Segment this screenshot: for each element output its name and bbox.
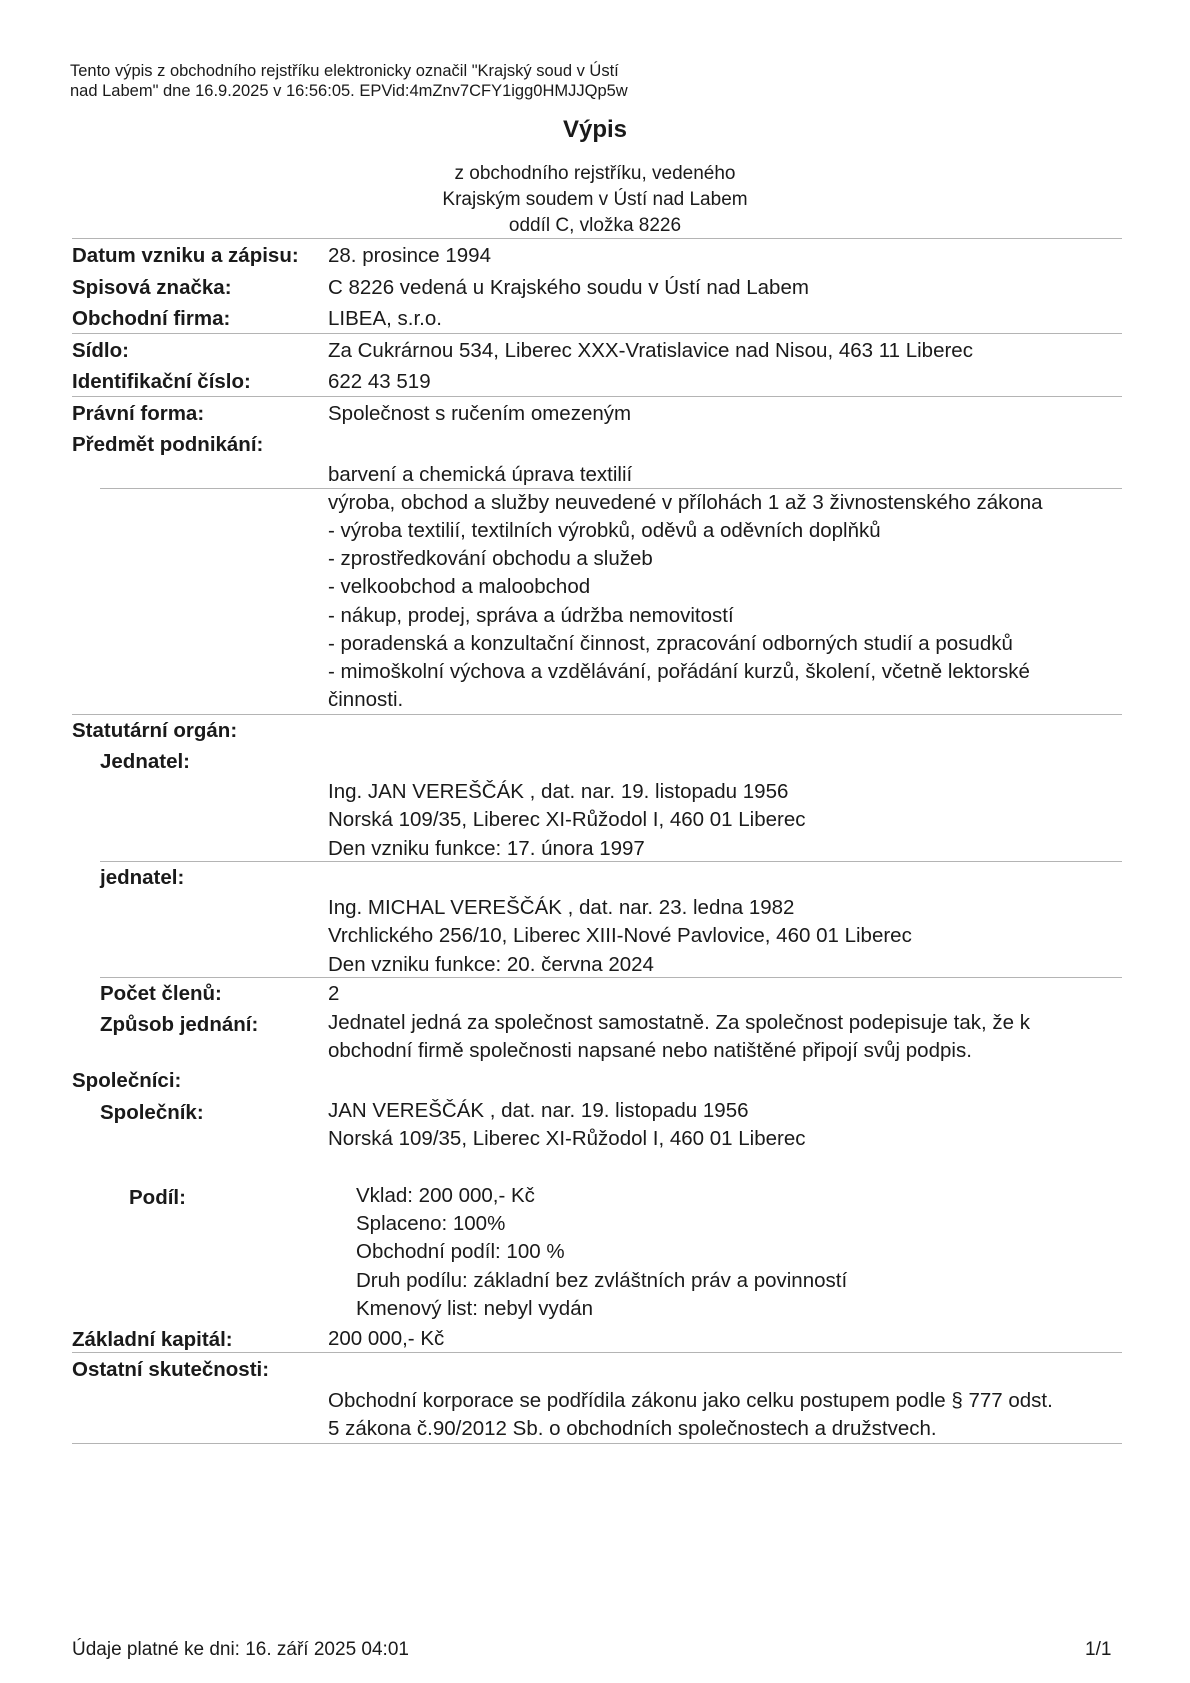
jednatel2-line: Ing. MICHAL VEREŠČÁK , dat. nar. 23. ledna 1982 <box>328 896 795 919</box>
jednatel2-line: Vrchlického 256/10, Liberec XIII-Nové Pavlovice, 460 01 Liberec <box>328 924 912 947</box>
predmet-item-line: - nákup, prodej, správa a údržba nemovitostí <box>328 604 734 627</box>
divider <box>72 333 1122 334</box>
sidlo-value: Za Cukrárnou 534, Liberec XXX-Vratislavice nad Nisou, 463 11 Liberec <box>328 339 973 362</box>
spisova-value: C 8226 vedená u Krajského soudu v Ústí nad Labem <box>328 276 809 299</box>
predmet-item-line: - velkoobchod a maloobchod <box>328 575 591 598</box>
spolecnik-line: JAN VEREŠČÁK , dat. nar. 19. listopadu 1956 <box>328 1099 749 1122</box>
podil-line: Splaceno: 100% <box>356 1212 506 1235</box>
sidlo-label: Sídlo: <box>72 339 129 362</box>
forma-label: Právní forma: <box>72 402 205 425</box>
jednatel1-line: Ing. JAN VEREŠČÁK , dat. nar. 19. listopadu 1956 <box>328 780 789 803</box>
datum-value: 28. prosince 1994 <box>328 244 491 267</box>
certification-text-line1: Tento výpis z obchodního rejstříku elektronicky označil "Krajský soud v Ústí <box>70 62 619 80</box>
podil-label: Podíl: <box>129 1186 186 1209</box>
forma-value: Společnost s ručením omezeným <box>328 402 632 425</box>
validity-date: Údaje platné ke dni: 16. září 2025 04:01 <box>72 1639 409 1660</box>
firma-label: Obchodní firma: <box>72 307 231 330</box>
kapital-label: Základní kapitál: <box>72 1328 233 1351</box>
statutarni-label: Statutární orgán: <box>72 719 238 742</box>
jednatel1-line: Den vzniku funkce: 17. února 1997 <box>328 837 645 860</box>
ic-label: Identifikační číslo: <box>72 370 251 393</box>
pocet-label: Počet členů: <box>100 982 222 1005</box>
ostatni-line: 5 zákona č.90/2012 Sb. o obchodních společnostech a družstvech. <box>328 1417 937 1440</box>
zpusob-label: Způsob jednání: <box>100 1013 259 1036</box>
firma-value: LIBEA, s.r.o. <box>328 307 442 330</box>
page-number: 1/1 <box>1085 1639 1112 1660</box>
jednatel2-line: Den vzniku funkce: 20. června 2024 <box>328 953 654 976</box>
podil-line: Vklad: 200 000,- Kč <box>356 1184 535 1207</box>
predmet-label: Předmět podnikání: <box>72 433 264 456</box>
kapital-value: 200 000,- Kč <box>328 1327 445 1350</box>
document-subtitle-line1: z obchodního rejstříku, vedeného <box>454 163 736 184</box>
ostatni-line: Obchodní korporace se podřídila zákonu jako celku postupem podle § 777 odst. <box>328 1389 1053 1412</box>
zpusob-line: obchodní firmě společnosti napsané nebo natištěné připojí svůj podpis. <box>328 1039 972 1062</box>
ostatni-label: Ostatní skutečnosti: <box>72 1358 270 1381</box>
divider <box>100 861 1122 862</box>
predmet-item-line: - mimoškolní výchova a vzdělávání, pořádání kurzů, školení, včetně lektorské <box>328 660 1030 683</box>
jednatel1-line: Norská 109/35, Liberec XI-Růžodol I, 460 01 Liberec <box>328 808 806 831</box>
predmet-item: barvení a chemická úprava textilií <box>328 463 633 486</box>
divider <box>72 396 1122 397</box>
divider <box>72 1352 1122 1353</box>
spisova-label: Spisová značka: <box>72 276 232 299</box>
document-title: Výpis <box>562 116 628 143</box>
predmet-item-line: - poradenská a konzultační činnost, zpracování odborných studií a posudků <box>328 632 1013 655</box>
predmet-item-line: výroba, obchod a služby neuvedené v přílohách 1 až 3 živnostenského zákona <box>328 491 1043 514</box>
predmet-item-line: činnosti. <box>328 688 404 711</box>
divider <box>100 977 1122 978</box>
zpusob-line: Jednatel jedná za společnost samostatně. Za společnost podepisuje tak, že k <box>328 1011 1030 1034</box>
certification-text-line2: nad Labem" dne 16.9.2025 v 16:56:05. EPVid:4mZnv7CFY1igg0HMJJQp5w <box>70 82 628 100</box>
divider <box>72 238 1122 239</box>
predmet-item-line: - zprostředkování obchodu a služeb <box>328 547 653 570</box>
divider <box>100 488 1122 489</box>
spolecnik-label: Společník: <box>100 1101 204 1124</box>
jednatel1-label: Jednatel: <box>100 750 190 773</box>
jednatel2-label: jednatel: <box>100 866 185 889</box>
predmet-item-line: - výroba textilií, textilních výrobků, oděvů a oděvních doplňků <box>328 519 881 542</box>
document-subtitle-line2: Krajským soudem v Ústí nad Labem <box>442 189 748 210</box>
datum-label: Datum vzniku a zápisu: <box>72 244 299 267</box>
divider <box>72 1443 1122 1444</box>
spolecnici-label: Společníci: <box>72 1069 182 1092</box>
spolecnik-line: Norská 109/35, Liberec XI-Růžodol I, 460 01 Liberec <box>328 1127 806 1150</box>
podil-line: Obchodní podíl: 100 % <box>356 1240 565 1263</box>
pocet-value: 2 <box>328 982 340 1005</box>
divider <box>72 714 1122 715</box>
document-subtitle-line3: oddíl C, vložka 8226 <box>508 215 682 236</box>
podil-line: Druh podílu: základní bez zvláštních práv a povinností <box>356 1269 848 1292</box>
ic-value: 622 43 519 <box>328 370 431 393</box>
podil-line: Kmenový list: nebyl vydán <box>356 1297 594 1320</box>
